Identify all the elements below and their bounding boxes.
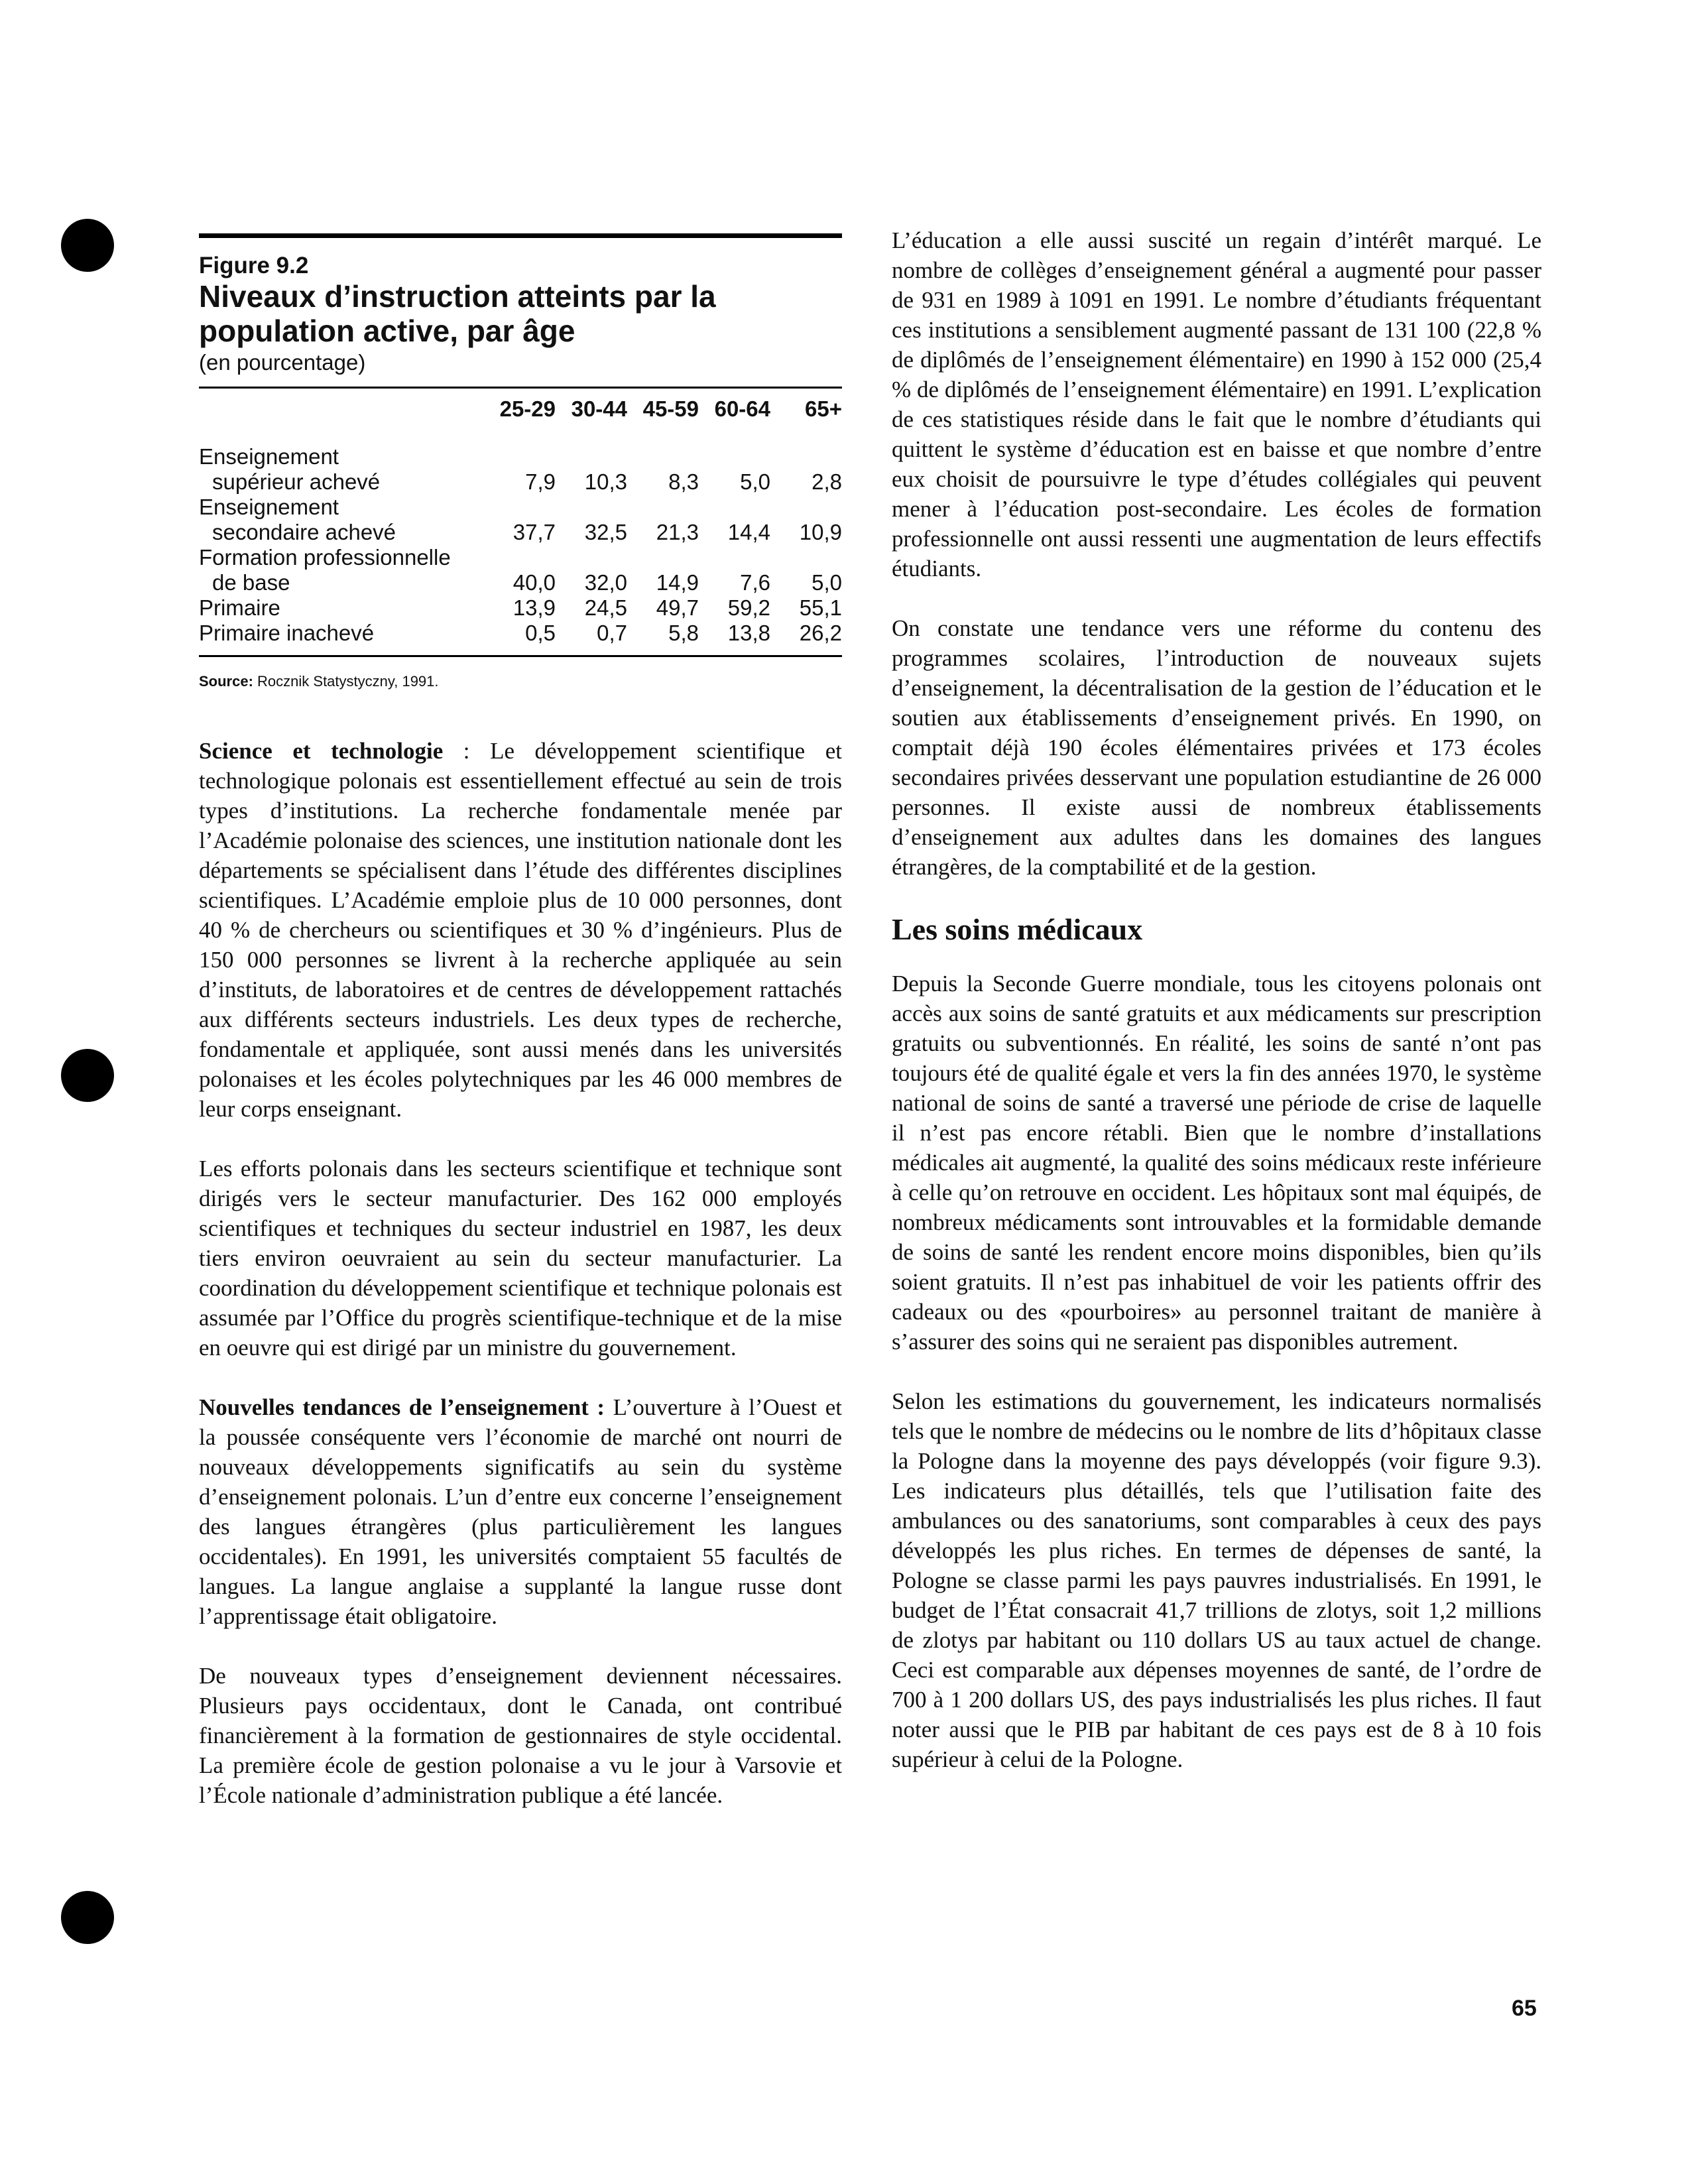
- paragraph-estimations: Selon les estimations du gouvernement, les indicateurs normalisés tels que le nombre de médecins ou le nombre de lits d’hôpitaux classe la Pologne dans la moyenne des pays développés (voir figure 9.3). Les indicateurs plus détaillés, tels que l’utilisation faite des ambulances ou des sanatoriums, sont comparables à ceux des pays développés les plus riches. En termes de dépenses de santé, la Pologne se classe parmi les pays pauvres industrialisés. En 1991, le budget de l’État consacrait 41,7 trillions de zlotys, soit 1,2 millions de zlotys par habitant ou 110 dollars US au taux actuel de change. Ceci est comparable aux dépenses moyennes de santé, de l’ordre de 700 à 1 200 dollars US, des pays industrialisés les plus riches. Il faut noter aussi que le PIB par habitant de ces pays est de 8 à 10 fois supérieur à celui de la Pologne.: [892, 1388, 1541, 1772]
- table-cell: 32,5: [584, 520, 627, 544]
- paragraph-nouveaux-types: De nouveaux types d’enseignement deviennent nécessaires. Plusieurs pays occidentaux, dont le Canada, ont contribué financièrement à la formation de gestionnaires de style occidental. La première école de gestion polonaise a vu le jour à Varsovie et l’École nationale d’administration publique a été lancée.: [199, 1663, 842, 1808]
- figure-label: Figure 9.2: [199, 253, 309, 278]
- row-label: Primaire inachevé: [199, 621, 375, 645]
- figure-header-rule: [199, 387, 842, 389]
- table-cell: 26,2: [799, 621, 842, 645]
- table-cell: 40,0: [512, 570, 556, 595]
- table-cell: 37,7: [512, 520, 556, 544]
- table-row: [199, 621, 842, 646]
- paragraph-education: L’éducation a elle aussi suscité un regain d’intérêt marqué. Le nombre de collèges d’enseignement général a augmenté pour passer de 931 en 1989 à 1091 en 1991. Le nombre d’étudiants fréquentant ces institutions a sensiblement augmenté passant de 131 100 (22,8 % de diplômés de l’enseignement élémentaire) en 1990 à 152 000 (25,4 % de diplômés de l’enseignement élémentaire) en 1991. L’explication de ces statistiques réside dans le fait que le nombre d’étudiants qui quittent le système d’éducation est en baisse et que nombre d’entre eux choisit de poursuivre le type d’études collégiales qui peuvent mener à l’éducation post-secondaire. Les écoles de formation professionnelle ont aussi ressenti une augmentation de leurs effectifs étudiants.: [892, 227, 1541, 581]
- row-label-line: Enseignement: [199, 444, 339, 469]
- row-label: [199, 495, 484, 545]
- figure-subtitle: (en pourcentage): [199, 350, 366, 375]
- row-label-line: supérieur achevé: [212, 469, 381, 494]
- table-cell: 32,0: [584, 570, 627, 595]
- table-cell: 5,8: [668, 621, 699, 645]
- column-header: 30-44: [571, 396, 627, 421]
- table-header-row: [199, 394, 842, 444]
- paragraph-efforts: Les efforts polonais dans les secteurs scientifique et technique sont dirigés vers le secteur manufacturier. Des 162 000 employés scientifiques et techniques du secteur industriel en 1987, les deux tiers environ oeuvraient au sein du secteur manufacturier. La coordination du développement scientifique et technique polonais est assumée par l’Office du progrès scientifique-technique et de la mise en oeuvre qui est dirigé par un ministre du gouvernement.: [199, 1156, 842, 1361]
- table-cell: 14,9: [656, 570, 699, 595]
- table-row: [199, 495, 842, 545]
- table-cell: 10,3: [584, 469, 627, 494]
- column-header: 45-59: [642, 396, 699, 421]
- table-cell: 8,3: [668, 469, 699, 494]
- row-label-line: Formation professionnelle: [199, 545, 451, 570]
- source-label: Source:: [199, 673, 253, 690]
- right-column: [892, 225, 1541, 1804]
- table-cell: 13,8: [727, 621, 770, 645]
- row-label-line: secondaire achevé: [212, 520, 396, 544]
- row-label: [199, 444, 484, 495]
- table-cell: 7,6: [740, 570, 770, 595]
- figure-top-rule: [199, 233, 842, 238]
- table-cell: 2,8: [812, 469, 842, 494]
- paragraph-text: L’ouverture à l’Ouest et la poussée conséquente vers l’économie de marché ont nourri de nouveaux développements significatifs au sein du système d’enseignement polonais. L’un d’entre eux concerne l’enseignement des langues étrangères (plus particulièrement les langues occidentales). En 1991, les universités comptaient 55 facultés de langues. La langue anglaise a supplanté la langue russe dont l’apprentissage était obligatoire.: [199, 1394, 842, 1629]
- paragraph-heading: Nouvelles tendances de l’enseignement :: [199, 1394, 605, 1420]
- table-corner: [199, 394, 484, 444]
- row-label: [199, 545, 484, 595]
- table-cell: 24,5: [584, 595, 627, 620]
- paragraph-nouvelles-tendances: [199, 1392, 842, 1631]
- table-row: [199, 595, 842, 621]
- page-number: 65: [1512, 1996, 1537, 2021]
- table-row: [199, 444, 842, 495]
- paragraph-heading: Science et technologie: [199, 738, 444, 764]
- left-column: [199, 225, 842, 1840]
- table-cell: 0,5: [525, 621, 556, 645]
- figure-source: [199, 666, 842, 696]
- row-label: Primaire: [199, 595, 280, 620]
- table-cell: 0,7: [597, 621, 627, 645]
- table-cell: 5,0: [812, 570, 842, 595]
- section-heading-soins-medicaux: Les soins médicaux: [892, 912, 1143, 946]
- table-cell: 13,9: [512, 595, 556, 620]
- table-row: [199, 545, 842, 595]
- table-cell: 10,9: [799, 520, 842, 544]
- row-label-line: Enseignement: [199, 495, 339, 519]
- table-cell: 14,4: [727, 520, 770, 544]
- table-cell: 21,3: [656, 520, 699, 544]
- source-text: Rocznik Statystyczny, 1991.: [253, 673, 439, 690]
- column-header: 65+: [805, 396, 842, 421]
- column-header: 25-29: [499, 396, 556, 421]
- row-label-line: de base: [212, 570, 290, 595]
- paragraph-reforme: On constate une tendance vers une réforme du contenu des programmes scolaires, l’introduction de nouveaux sujets d’enseignement, la décentralisation de la gestion de l’éducation et le soutien aux établissements d’enseignement privés. En 1990, on comptait déjà 190 écoles élémentaires privées et 173 écoles secondaires privées desservant une population estudiantine de 26 000 personnes. Il existe aussi de nombreux établissements d’enseignement aux adultes dans les domaines des langues étrangères, de la comptabilité et de la gestion.: [892, 615, 1541, 880]
- table-cell: 7,9: [525, 469, 556, 494]
- paragraph-soins: Depuis la Seconde Guerre mondiale, tous les citoyens polonais ont accès aux soins de santé gratuits et aux médicaments sur prescription gratuits ou subventionnés. En réalité, les soins de santé n’ont pas toujours été de qualité égale et vers la fin des années 1970, le système national de soins de santé a traversé une période de crise de laquelle il n’est pas encore rétabli. Bien que le nombre d’installations médicales ait augmenté, la qualité des soins médicaux reste inférieure à celle qu’on retrouve en occident. Les hôpitaux sont mal équipés, de nombreux médicaments sont introuvables et la formidable demande de soins de santé les rendent encore moins disponibles, bien qu’ils soient gratuits. Il n’est pas inhabituel de voir les patients offrir des cadeaux ou des «pourboires» au personnel traitant de manière à s’assurer des soins qui ne seraient pas disponibles autrement.: [892, 971, 1541, 1355]
- figure-9-2: [199, 233, 842, 696]
- table-cell: 49,7: [656, 595, 699, 620]
- punch-hole-middle: [61, 1049, 114, 1102]
- column-header: 60-64: [714, 396, 770, 421]
- punch-hole-top: [61, 219, 114, 272]
- punch-hole-bottom: [61, 1891, 114, 1944]
- table-cell: 55,1: [799, 595, 842, 620]
- education-table: [199, 394, 842, 646]
- figure-title: Niveaux d’instruction atteints par la population active, par âge: [199, 279, 716, 348]
- paragraph-science: [199, 736, 842, 1124]
- table-bottom-rule: [199, 655, 842, 657]
- table-cell: 59,2: [727, 595, 770, 620]
- table-cell: 5,0: [740, 469, 770, 494]
- paragraph-text: : Le développement scientifique et technologique polonais est essentiellement effectué au sein de trois types d’institutions. La recherche fondamentale menée par l’Académie polonaise des sciences, une institution nationale dont les départements se spécialisent dans l’étude des différentes disciplines scientifiques. L’Académie emploie plus de 10 000 personnes, dont 40 % de chercheurs ou scientifiques et 30 % d’ingénieurs. Plus de 150 000 personnes se livrent à la recherche appliquée au sein d’instituts, de laboratoires et de centres de développement rattachés aux différents secteurs industriels. Les deux types de recherche, fondamentale et appliquée, sont aussi menés dans les universités polonaises et les écoles polytechniques par les 46 000 membres de leur corps enseignant.: [199, 738, 842, 1122]
